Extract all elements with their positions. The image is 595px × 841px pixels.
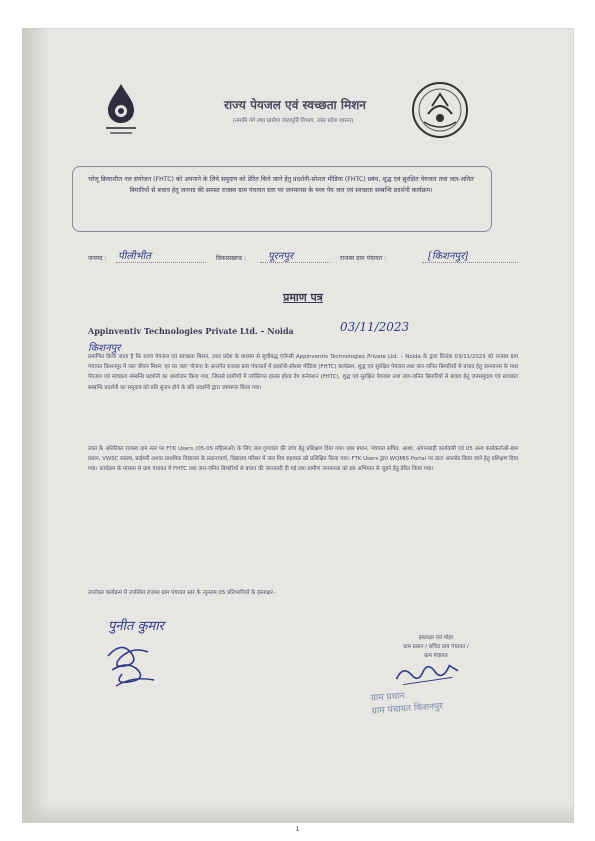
block-label: विकासखण्ड : (216, 255, 247, 262)
participant-signature-icon (102, 636, 162, 694)
certificate-title: प्रमाण पत्र (283, 291, 323, 304)
signatory-office: ग्राम पंचायत (424, 653, 448, 659)
signatory-designation: ग्राम प्रधान / सचिव ग्राम पंचायत / (403, 644, 469, 650)
page-shadow-bottom (22, 803, 574, 823)
certificate-paragraph-1: प्रमाणित किया जाता है कि राज्य पेयजल एवं स्वच्छता मिशन, उत्तर प्रदेश के माध्यम से सूचीबद्ध एजेन्सी Appinventiv Technologies Private Ltd. – Noida के द्वारा दिनांक 03/11/2023 को राजस्व ग्राम पंचायत किशनपुर में जल जीवन मिशन 'हर घर जल' योजना के अन्तर्गत राजस्व ग्राम पंचायतों में प्रदर्शनी-सोशल मीडिया (FHTC) कार्यक्रम, शुद्ध एवं सुरक्षित पेयजल तथा जल-जनित बिमारियों से बचाव हेतु जनमानस के मध्य पेयजल एवं स्वच्छता सम्बन्धि प्रदर्शनी का आयोजन किया गया, जिससे ग्रामीणों में व्यक्तिगत हाउस होल्ड टैप कनेक्शन (FHTC), शुद्ध एवं सुरक्षित पेयजल तथा जल-जनित बिमारियों से बचाव हेतु जनसमुदाय एवं स्वच्छता सम्बन्धि प्रदर्शनी का समुदाय को प्रति सुजन होने के प्रति प्रदर्शनी द्वारा जागरूक किया गया। (88, 354, 518, 391)
page-shadow-left (22, 28, 50, 823)
certificate-paragraph-2: उक्त के अतिरिक्त राजस्व ग्राम स्तर पर FTK Users (05-05 महिलाओं) के लिए जल गुणवत्ता की जांच हेतु प्रशिक्षण दिया गया। ग्राम प्रधान, पंचायत सचिव, आशा, आंगनबाड़ी कार्यकत्री एवं 05 अन्य कार्यकर्ताओं-ग्राम प्रधान, VWSC सदस्य, प्राईमरी अथवा प्राथमिक विद्यालय के प्रधानाचार्य, विद्यालय परिसर में जल मित्र सहायक को प्रशिक्षित किया गया। FTK Users द्वारा WQMIS Portal पर डाटा अपलोड किया जाने हेतु प्रशिक्षण दिया गया। कार्यक्रम के माध्यम से ग्राम पंचायत में FHTC तथा जल-जनित बिमारियों से बचाव की जानकारी दी गई तथा ग्रामीण जनमानस को इस अभियान से जुड़ने हेतु प्रेरित किया गया। (88, 446, 518, 473)
block-value: पूरनपुर (268, 251, 294, 262)
signature-block (376, 634, 496, 661)
district-value: पीलीभीत (118, 251, 151, 262)
location-row (88, 248, 528, 266)
stamp-line-1: ग्राम प्रधान (370, 691, 405, 704)
signature-label: हस्ताक्षर एवं मोहर (418, 635, 454, 641)
handwritten-participant-name: पुनीत कुमार (108, 619, 164, 634)
official-stamp (371, 683, 506, 738)
stamp-line-2: ग्राम पंचायत किशनपुर (371, 701, 444, 717)
handwritten-date: 03/11/2023 (340, 320, 410, 334)
program-description-text: घरेलू क्रियाशील नल संयोजन (FHTC) को अपनाने के लिये समुदाय को प्रेरित किये जाने हेतु प्रदर्शनी-सोशल मीडिया (FHTC) प्रबंध, शुद्ध एवं सुरक्षित पेयजल तथा जल-जनित बिमारियों से बचाव हेतु जनपद की समस्त राजस्व ग्राम पंचायत स्तर पर जनमानस के मध्य पेय जल एवं स्वच्छता सम्बन्धि प्रदर्शनी कार्यक्रम। (88, 176, 474, 194)
page-number: 1 (295, 826, 300, 833)
company-name: Appinventiv Technologies Private Ltd. – Noida (88, 326, 294, 336)
mission-title: राज्य पेयजल एवं स्वच्छता मिशन (224, 98, 366, 112)
district-label: जनपद : (88, 255, 107, 262)
panchayat-value: [किशनपुर] (428, 251, 469, 262)
water-mission-logo-icon (86, 80, 156, 140)
department-subtitle: (नमामि गंगे तथा ग्रामीण जलापूर्ति विभाग, उत्तर प्रदेश शासन) (232, 118, 354, 124)
panchayat-label: राजस्व ग्राम पंचायत : (340, 255, 387, 262)
participants-closing-text: उपरोक्त कार्यक्रम में उपस्थित राजस्व ग्राम पंचायत स्तर के न्यूनतम 05 प्रतिभागियों के हस्ताक्षर– (88, 590, 276, 596)
handwritten-village: किशनपुर (88, 343, 121, 354)
